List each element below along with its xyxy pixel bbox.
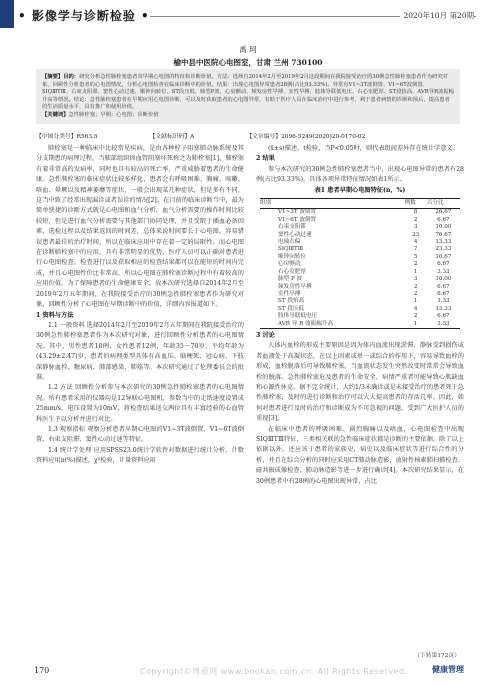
table-row [260,284,460,291]
observation-paragraph: 1.3 观察指标 观察分析患者早期心电图的V1~3T波倒置、V1~6T波倒置、右束支阻滞、窦性心动过速等特征。 [36,425,244,444]
row-percent: 13.33 [435,305,452,312]
row-count: 1 [413,268,418,275]
row-percent: 6.67 [437,313,450,320]
row-percent: 6.67 [437,261,450,268]
table-row [260,321,460,329]
row-percent: 26.67 [435,209,452,216]
table-row [260,209,460,217]
classification-line [36,131,460,140]
row-percent: 6.67 [437,216,450,223]
table-row [260,232,460,239]
table-row [260,306,460,313]
continued-note: （下转第172页） [414,653,460,659]
table-header-percent: 百分比 [427,199,460,209]
row-count: 2 [413,290,418,297]
discussion-paragraph-1: 人体内血栓的形成主要原因是因为体内血流出现淤滞、静脉受到损伤或者血液处于高凝状态，在以上因素或单一或综合的作用下，容易导致血栓的形成，血栓脱落后可导致肺栓塞。当血流状态发生突然改变时常常会导致血栓的脱落。急性肺栓塞危及患者的生命安全，病情严重者可能导致心肌缺血和心源性休克。据不完全统计，大约1/3未确诊或是未接受治疗的患者死于急性肺栓塞，及时的进行诊断和治疗可以大大提高患者的存活几率。因此，如何对患者进行及时的治疗和诊断成为不可忽视的问题，受到广大医护人员的重视[3]。 [256,342,464,423]
row-group: 顺钟向转位 [278,253,306,260]
table-row [260,298,460,305]
journal-header [0,0,496,28]
abstract-label: 【摘要】目的： [42,74,80,80]
table-header-count: 例数 [405,199,427,209]
row-count: 1 [413,298,418,305]
row-percent: 23.33 [435,246,452,253]
row-percent: 6.67 [437,283,450,290]
row-percent: 3.33 [427,321,460,329]
row-count: 2 [413,261,418,268]
row-group: 心房颤动 [278,261,301,268]
issue-info: 2020年10月 第20期 [400,10,474,21]
affiliation: 榆中县中医院心电图室，甘肃 兰州 730100 [173,58,323,67]
results-paragraph: 参与本次研究的30例急性肺栓塞患者当中，出现心电图异常的患者有28例(占比93.33%)，具体各项异常特征情况如表1所示。 [256,165,464,184]
copyright-watermark: Copyright©博看网 www.bookan.com.cn. All Rights Reserved. [140,667,408,676]
abstract-box [36,69,460,124]
row-group: 肺型 P 波 [278,276,303,283]
row-count: 8 [413,209,418,216]
table-row [260,313,460,320]
row-group: 电轴右偏 [278,239,301,246]
row-percent: 16.67 [435,253,452,260]
clc-number: 【中图分类号】R563.5 [36,134,98,140]
table-row [260,261,460,268]
row-group: ST 段压低 [278,305,305,312]
table-row [260,246,460,253]
ecg-features-table [260,198,460,329]
row-count: 4 [413,305,418,312]
row-percent: 76.67 [435,231,452,238]
abstract-text: 研究分析急性肺栓塞患者其早期心电图的特征和诊断价值。方法：选择自2014年2月至2019年2月这段期间在我院接受治疗的30例急性肺栓塞患者作为研究对象，回顾性分析患者的心电图情况，分析心电图检查在临床诊断中的价值。结果：出现心电图异常患者28例(占比93.33%)。异常有V1~3T波倒置、V1~6T波倒置、SⅠQⅢTⅢ、右束支阻滞、窦性心动过速、顺钟向转位、ST段压低、肺型P波、心房颤动、频发房性早搏、室性早搏，肢体导联低电压、右心室肥厚、ST段抬高、AVR导R波振幅升高等情况。结论：急性肺栓塞患者在早期应用心电图诊断，可以及时获取患者的心电图异常，有助于医疗人员在临床治疗中进行参考，利于患者病情的诊断和预后，提高患者的生活质量水平，具有推广和使用价值。 [42,74,454,111]
row-count: 2 [413,283,418,290]
row-group: V1~3T 波倒置 [278,209,317,216]
row-percent: 13.33 [435,239,452,246]
methods-paragraph: 1.2 方法 回顾性分析参与本次研究的30例急性肺栓塞患者的心电图情况。所有患者采用的仪器均是12导联心电图机，参数当中的走纸速度设置成25mm/s，电压设置为10mV，将检查结果送交两位具有丰富经验的心血管科医生予以分析并进行对比。 [36,384,244,423]
table-row [260,269,460,276]
statistics-paragraph: 1.4 统计学处理 应用SPSS23.0统计学软件对数据进行统计分析，计数资料应用n(%)描述，χ²检验，计量资料应用 [36,446,244,465]
row-count: 3 [413,276,418,283]
row-group: SⅠQⅢTⅢ [278,246,304,253]
row-count: 23 [412,231,420,238]
left-column [36,144,244,467]
statistics-continued: (x̄±s)描述，t检验，当P<0.05时，则代表组间差异存在统计学意义。 [268,145,459,152]
row-count: 4 [413,239,418,246]
document-code: 【文献标识码】A [149,134,195,140]
header-stripe [0,0,14,28]
row-count: 1 [405,321,427,329]
right-column [256,144,464,487]
row-group: 频发房性早搏 [278,283,312,290]
row-group: V1~6T 波倒置 [278,216,317,223]
row-count: 3 [413,224,418,231]
article-number: 【文章编号】2096-5249(2020)20-0170-02 [246,134,366,140]
row-group: 肢体导联低电压 [278,313,318,320]
table-row [260,276,460,283]
page-number: 170 [34,666,50,675]
journal-section-title: • 影像学与诊断检验 • [18,9,150,23]
row-percent: 3.33 [437,268,450,275]
section-heading-methods: 1 资料与方法 [36,311,74,319]
row-group: 窦性心动过速 [278,231,312,238]
row-group: AVR 导 R 波振幅升高 [260,321,405,329]
row-percent: 3.33 [437,298,450,305]
row-group: 右束支阻滞 [278,224,306,231]
discussion-paragraph-2: 在临床中患者的呼吸困难、剧烈胸痛以及咯血，心电图检查中出现SⅠQⅢTⅢ特征，三类相关联的急性临床症状都是诊断的主要依据，除了以上依据以外，还应该于患者的家族史，病史以及临床症状等进行综合性的分析，并且在综合分析的同时应采用CT肺动脉造影，放射性核素肺扫描检查、磁共振成像检查、肺动脉造影等进一步进行确诊[4]。本次研究结果显示，在30例患者中有28例的心电图出现异常，占比 [256,425,464,485]
keywords-text: 急性肺栓塞；早期；心电图；诊断价值 [68,111,159,118]
row-group: ST 段抬高 [278,298,305,305]
table-row [260,224,460,231]
keywords-label: 【关键词】 [42,111,69,118]
row-percent: 10.00 [435,276,452,283]
row-count: 7 [413,246,418,253]
row-count: 5 [413,253,418,260]
row-count: 2 [413,216,418,223]
row-group: 室性早搏 [278,290,301,297]
journal-logo: 健康管理 [432,664,464,674]
row-group: 右心室肥厚 [278,268,306,275]
general-data-paragraph: 1.1 一般资料 选择2014年2月至2019年2月五年期间在我院接受治疗的30例急性肺栓塞患者作为本次研究对象，进行回顾性分析患者的心电图情况。其中，男性患者18例，女性患者12例，年龄35～70岁，平均年龄为(43.29±2.47)岁，患者的病理类型具体有高血压、脑梗死、冠心病、下肢深静脉血栓、糖尿病、肺部感染、肺癌等。本次研究通过了伦理委员会的批准。 [36,321,244,381]
row-percent: 10.00 [435,224,452,231]
intro-paragraph: 肺栓塞是一种临床中比较常见疾病，是由各种栓子阻塞肺动脉系统及其分支期患的病理过程，当肺部组织因血管阻塞坏死称之为肺栓塞[1]。肺栓塞有着非常高的发病率，同时也具有较高的死亡率，严重威胁着患者的生命健康。急性肺栓塞的临床症状比较多样化，患者会有呼吸困难、胸痛、咳嗽、咯血、晕厥以及精神萎靡等症状，一般会出现某几种症状，但是多有不同，这当中致了经常出现漏诊或者误诊的情况[2]。在目前的临床诊断当中，最为简单快捷的诊断方式就是心电图和血气分析，血气分析需要的操作时间比较较短，但是进行血气分析需要与其他部门协同处理，并且受限于插血必备因素，选检过程以及结果返回的时间差，总体来说时间要长于心电图。容易错误患者最佳的治疗时间，所以在临床应用中存在着一定的局限性。而心电图在诊断肺栓塞中的应用，具有非常明显的优势，医疗人员可以正确对患者进行心电图检查，检查进行以及获取相应的检查结果都可以在能短的时间内完成，并且心电图性价比非常高，所以心电图在肺栓塞诊断过程中有着较高的应用价值。为了保障患者的生命健康安全，故本次研究选择自2014年2月至2019年2月五年期间，在我院接受治疗的30例急性肺栓塞患者作为研究对象，回顾性分析了心电图在早期诊断中的价值，详细内容报道如下。 [36,145,244,309]
table-header-group: 组别 [260,199,405,209]
section-heading-results: 2 结果 [256,155,275,163]
table-row [260,239,460,246]
row-percent: 6.67 [437,290,450,297]
table-caption: 表1 患者早期心电图特征(n，%) [314,186,406,194]
row-count: 2 [413,313,418,320]
section-heading-discussion: 3 讨论 [256,331,275,339]
author-name: 禹 珂 [239,45,257,54]
